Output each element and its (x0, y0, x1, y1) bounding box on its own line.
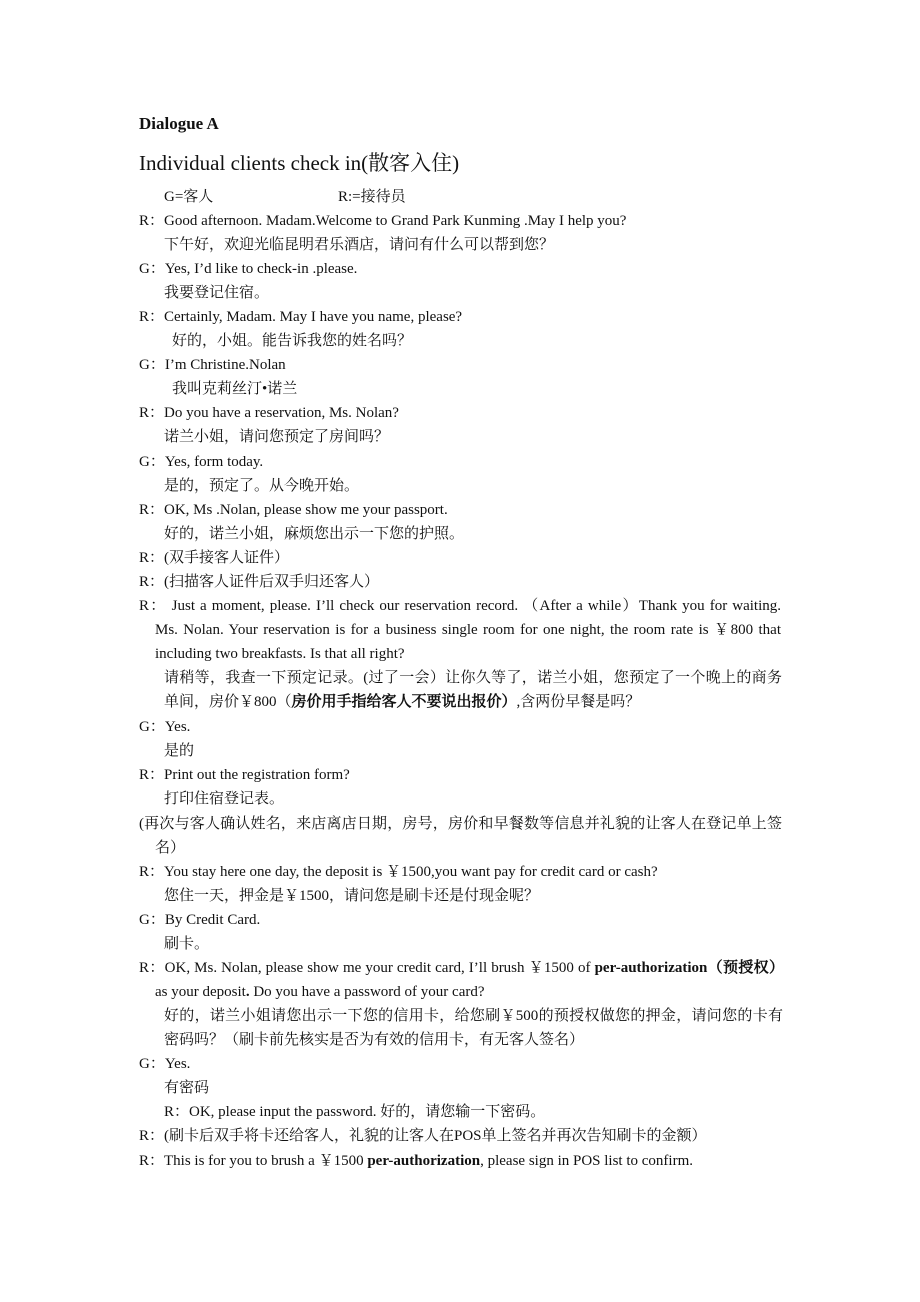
dialogue-line: G：Yes. (139, 1056, 191, 1072)
paragraph-text: 好的，诺兰小姐请您出示一下您的信用卡，给您刷￥500的预授权做您的押金，请问您的卡有密码吗？（刷卡前先核实是否为有效的信用卡，有无客人签名） (164, 1008, 783, 1048)
dialogue-line: G：Yes, form today. (139, 454, 264, 470)
paragraph-text: as your deposit (155, 984, 246, 1000)
paragraph-text: Do you have a password of your card? (249, 984, 485, 1000)
dialogue-line: G：Yes. (139, 719, 191, 735)
paragraph-text: R： Just a moment, please. I’ll check our reservation record. （After a while）Thank you for waiting. Ms. Nolan. Your reservation is for a business single room for one night, the room rate is ￥800 that including two breakfasts. Is that all right? (139, 598, 842, 662)
paragraph-text: 请稍等，我查一下预定记录。(过了一会）让你久等了，诺兰小姐，您预定了一个晚上的商务单间，房价￥800（ (164, 670, 782, 710)
dialogue-line: G：Yes, I’d like to check-in .please. (139, 261, 358, 277)
dialogue-line: R：Certainly, Madam. May I have you name, please? (139, 309, 463, 325)
dialogue-line: G：I’m Christine.Nolan (139, 357, 286, 373)
dialogue-line: R：OK, Ms .Nolan, please show me your passport. (139, 502, 448, 518)
paragraph-bold: 房价用手指给客人不要说出报价） (291, 694, 517, 710)
instruction-note (139, 812, 782, 860)
dialogue-line: 好的，小姐。能告诉我您的姓名吗？ (172, 333, 413, 349)
dialogue-line: R：Do you have a reservation, Ms. Nolan? (139, 405, 399, 421)
dialogue-line: R：(扫描客人证件后双手归还客人） (139, 574, 380, 590)
line-text: , please sign in POS list to confirm. (480, 1153, 694, 1169)
dialogue-line: R：(刷卡后双手将卡还给客人，礼貌的让客人在POS单上签名并再次告知刷卡的金额） (139, 1128, 707, 1144)
note-text: (再次与客人确认姓名，来店离店日期，房号，房价和早餐数等信息并礼貌的让客人在登记单上签名） (139, 816, 782, 856)
dialogue-line: 刷卡。 (164, 936, 210, 952)
dialogue-line: 诺兰小姐，请问您预定了房间吗？ (164, 429, 390, 445)
dialogue-line: R：You stay here one day, the deposit is ￥1500,you want pay for credit card or cash? (139, 864, 658, 880)
dialogue-line: 是的 (164, 743, 195, 759)
dialogue-line: 有密码 (164, 1080, 210, 1096)
dialogue-line: 下午好，欢迎光临昆明君乐酒店，请问有什么可以帮到您？ (164, 237, 555, 253)
dialogue-paragraph-zh (164, 666, 782, 714)
line-bold: per-authorization (367, 1153, 481, 1169)
dialogue-line: R：OK, please input the password. 好的，请您输一下密码。 (164, 1104, 546, 1120)
dialogue-line: 您住一天，押金是￥1500，请问您是刷卡还是付现金呢？ (164, 888, 540, 904)
dialogue-paragraph (139, 956, 784, 1004)
dialogue-line: 我要登记住宿。 (164, 285, 270, 301)
dialogue-line: 是的，预定了。从今晚开始。 (164, 478, 360, 494)
dialogue-line: 我叫克莉丝汀•诺兰 (172, 381, 298, 397)
legend-guest: G=客人 (164, 189, 214, 205)
dialogue-heading: Dialogue A (139, 114, 219, 133)
paragraph-bold: per-authorization（预授权） (594, 960, 784, 976)
dialogue-line: R：Print out the registration form? (139, 767, 350, 783)
dialogue-line: G：By Credit Card. (139, 912, 261, 928)
dialogue-line: 好的，诺兰小姐，麻烦您出示一下您的护照。 (164, 526, 465, 542)
dialogue-paragraph (139, 594, 842, 666)
legend-reception: R:=接待员 (338, 189, 406, 205)
dialogue-title: Individual clients check in(散客入住) (139, 151, 460, 175)
paragraph-text: R：OK, Ms. Nolan, please show me your credit card, I’ll brush ￥1500 of (139, 960, 595, 976)
dialogue-line: R：Good afternoon. Madam.Welcome to Grand Park Kunming .May I help you? (139, 213, 627, 229)
paragraph-text: ,含两份早餐是吗？ (516, 694, 641, 710)
dialogue-line: R：(双手接客人证件） (139, 550, 290, 566)
dialogue-line: 打印住宿登记表。 (164, 791, 285, 807)
paragraph-bold: . (245, 984, 250, 1000)
dialogue-paragraph-zh (155, 1004, 783, 1052)
line-text: R：This is for you to brush a ￥1500 (139, 1153, 368, 1169)
dialogue-line-final (139, 1151, 693, 1171)
